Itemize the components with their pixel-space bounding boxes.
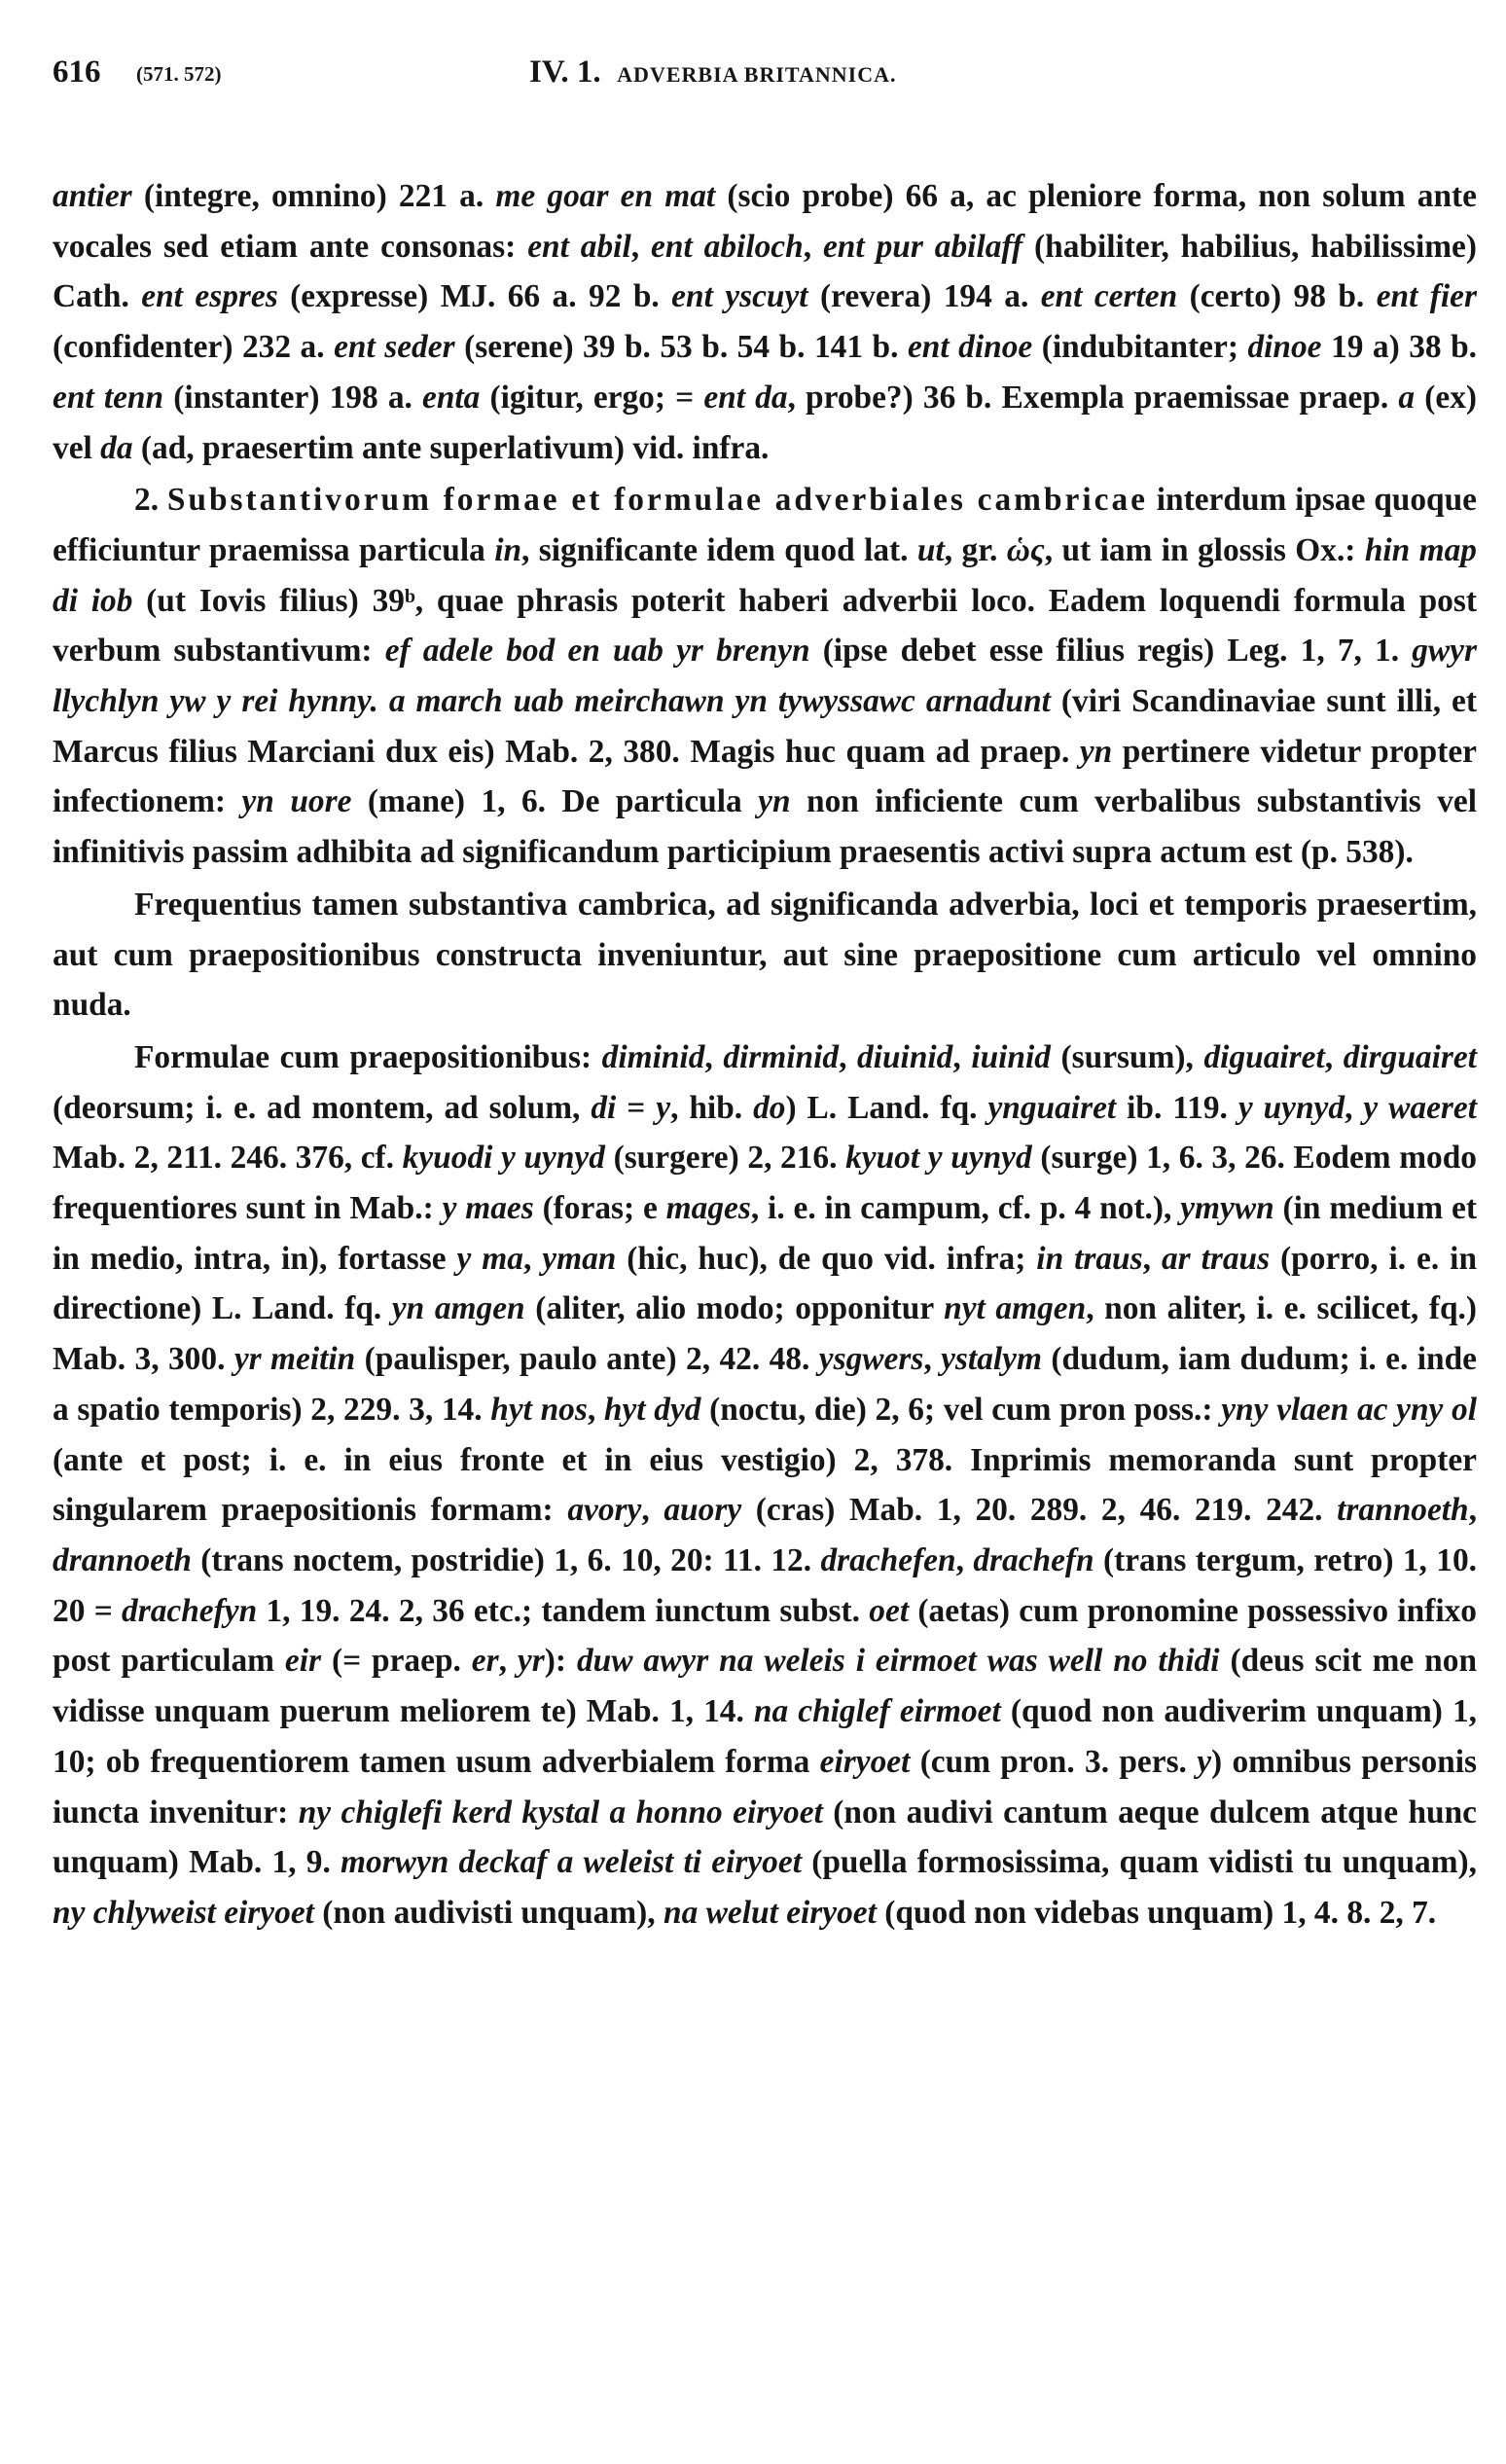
text-run: (aetas) cum pronomine possessivo infixo post particulam <box>53 1592 1477 1680</box>
italic-term: me goar en mat <box>495 178 716 214</box>
italic-term: ent abiloch <box>651 228 804 265</box>
text-run: (quod non videbas unquam) 1, 4. 8. 2, 7. <box>876 1894 1437 1931</box>
text-run: , <box>630 228 652 265</box>
italic-term: morwyn deckaf a weleist ti eiryoet <box>341 1844 802 1881</box>
italic-term: y <box>1197 1743 1212 1780</box>
italic-term: y uynyd <box>1237 1089 1345 1126</box>
text-run: , <box>587 1391 604 1428</box>
italic-term: ystalym <box>941 1341 1042 1378</box>
paragraph-3 <box>53 880 1477 1031</box>
italic-term: y <box>656 1089 671 1126</box>
italic-term: ent certen <box>1040 278 1178 315</box>
text-run: (trans noctem, postridie) 1, 6. 10, 20: 11. 12. <box>191 1541 821 1578</box>
text-run: (expresse) MJ. 66 a. 92 b. <box>277 278 672 315</box>
text-run: (ut Iovis filius) 39ᵇ, quae phrasis poterit haberi adverbii loco. Eadem loquendi formula post verbum substantivum: <box>53 582 1477 670</box>
text-run: (scio probe) 66 a, ac pleniore forma, non solum ante vocales sed etiam ante consonas: <box>53 178 1477 265</box>
italic-term: gwyr llychlyn yw y rei hynny. a march uab meirchawn yn tywyssawc arnadunt <box>53 633 1477 720</box>
text-run: (certo) 98 b. <box>1177 278 1377 315</box>
text-run: (instanter) 198 a. <box>163 379 423 416</box>
italic-term: dinoe <box>1247 329 1322 366</box>
text-run: Mab. 2, 211. 246. 376, cf. <box>53 1140 403 1177</box>
italic-term: ent fier <box>1376 278 1477 315</box>
text-run: (cras) Mab. 1, 20. 289. 2, 46. 219. 242. <box>741 1492 1338 1529</box>
italic-term: a <box>1398 379 1416 416</box>
italic-term: dirguairet <box>1343 1038 1477 1075</box>
text-run: (serene) 39 b. 53 b. 54 b. 141 b. <box>454 329 908 366</box>
text-run: (foras; e <box>533 1190 666 1227</box>
running-title <box>529 54 896 91</box>
italic-term: ef adele bod en uab yr brenyn <box>384 633 810 670</box>
text-run: , <box>522 1240 543 1277</box>
italic-term: ent dinoe <box>907 329 1033 366</box>
italic-term: y maes <box>442 1190 534 1227</box>
text-run: (deus scit me non vidisse unquam puerum meliorem te) Mab. 1, 14. <box>53 1643 1478 1730</box>
italic-term: na welut eiryoet <box>663 1894 877 1931</box>
italic-term: diuinid <box>857 1038 953 1075</box>
text-run: , non aliter, i. e. scilicet, fq.) Mab. 3, 300. <box>53 1290 1477 1378</box>
italic-term: di <box>591 1089 617 1126</box>
text-run: , <box>704 1038 724 1075</box>
italic-term: hyt nos <box>490 1391 588 1428</box>
italic-term: ut <box>916 531 945 568</box>
text-run: (cum pron. 3. pers. <box>910 1743 1198 1780</box>
title-text: ADVERBIA BRITANNICA. <box>617 62 897 87</box>
paragraph-2 <box>53 475 1477 878</box>
italic-term: auory <box>663 1492 742 1529</box>
text-run: , hib. <box>670 1089 754 1126</box>
text-run: non inficiente cum verbalibus substantivis vel infinitivis passim adhibita ad significandum participium praesentis activi supra actum est (p. 538). <box>53 783 1477 871</box>
text-run: (quod non audiverim unquam) 1, 10; ob frequentiorem tamen usum adverbialem forma <box>53 1693 1477 1780</box>
text-run: (ante et post; i. e. in eius fronte et in eius vestigio) 2, 378. Inprimis memoranda sunt propter singularem praepositionis formam: <box>53 1441 1477 1529</box>
text-run: (habiliter, habilius, habilissime) Cath. <box>53 228 1477 315</box>
italic-term: ny chlyweist eiryoet <box>53 1894 314 1931</box>
text-run: (sursum), <box>1050 1038 1204 1075</box>
text-run: Substantivorum formae et formulae adverbiales cambricae <box>166 482 1148 519</box>
text-run: , <box>803 228 823 265</box>
italic-term: da <box>100 429 133 466</box>
text-run: , <box>955 1541 974 1578</box>
page-number: 616 <box>53 54 101 90</box>
text-run: , gr. <box>944 531 1007 568</box>
text-run: (noctu, die) 2, 6; vel cum pron poss.: <box>700 1391 1222 1428</box>
text-run: pertinere videtur propter infectionem: <box>53 733 1477 820</box>
italic-term: kyuodi y uynyd <box>402 1140 605 1177</box>
italic-term: oet <box>869 1592 910 1629</box>
italic-term: diguairet <box>1203 1038 1325 1075</box>
text-run: , ut iam in glossis Ox.: <box>1044 531 1365 568</box>
text-run: (aliter, alio modo; opponitur <box>524 1290 945 1327</box>
italic-term: in traus <box>1036 1240 1143 1277</box>
text-run: (deorsum; i. e. ad montem, ad solum, <box>53 1089 592 1126</box>
italic-term: ny chiglefi kerd kystal a honno eiryoet <box>298 1794 823 1830</box>
italic-term: ent yscuyt <box>671 278 808 315</box>
text-run: (in medium et in medio, intra, in), fortasse <box>53 1190 1477 1277</box>
text-run: ): <box>544 1643 577 1680</box>
italic-term: yn amgen <box>391 1290 525 1327</box>
italic-term: ar traus <box>1161 1240 1271 1277</box>
italic-term: yny vlaen ac yny ol <box>1221 1391 1477 1428</box>
text-run: (indubitanter; <box>1032 329 1248 366</box>
text-run: (viri Scandinaviae sunt illi, et Marcus filius Marciani dux eis) Mab. 2, 380. Magis huc quam ad praep. <box>53 683 1477 770</box>
italic-term: kyuot y uynyd <box>845 1140 1032 1177</box>
italic-term: duw awyr na weleis i eirmoet was well no thidi <box>576 1643 1220 1680</box>
text-run: 19 a) 38 b. <box>1321 329 1478 366</box>
running-header <box>53 47 1477 95</box>
italic-term: yn <box>1079 733 1113 770</box>
text-run: (igitur, ergo; = <box>480 379 704 416</box>
text-run: 1, 19. 24. 2, 36 etc.; tandem iunctum subst. <box>257 1592 870 1629</box>
italic-term: eiryoet <box>819 1743 911 1780</box>
italic-term: ent seder <box>334 329 455 366</box>
italic-term: diminid <box>601 1038 705 1075</box>
paragraph-4 <box>53 1033 1477 1939</box>
italic-term: ymywn <box>1180 1190 1274 1227</box>
italic-term: ent pur abilaff <box>822 228 1023 265</box>
text-run: (surge) 1, 6. 3, 26. Eodem modo frequentiores sunt in Mab.: <box>53 1140 1478 1227</box>
text-run: , probe?) 36 b. Exempla praemissae praep. <box>787 379 1399 416</box>
italic-term: hyt dyd <box>603 1391 701 1428</box>
text-run: , <box>1468 1492 1477 1529</box>
italic-term: trannoeth <box>1337 1492 1469 1529</box>
text-run: (revera) 194 a. <box>807 278 1041 315</box>
text-run: (ad, praesertim ante superlativum) vid. infra. <box>132 429 770 466</box>
text-run: (puella formosissima, quam vidisti tu unquam), <box>801 1844 1477 1881</box>
text-run: interdum ipsae quoque efficiuntur praemissa particula <box>53 482 1478 568</box>
text-run: (non audivi cantum aeque dulcem atque hunc unquam) Mab. 1, 9. <box>53 1794 1477 1881</box>
text-run: , <box>952 1038 972 1075</box>
italic-term: ent da <box>703 379 788 416</box>
italic-term: yn uore <box>241 783 352 820</box>
text-run: 2. <box>134 482 167 519</box>
text-run: , <box>641 1492 664 1529</box>
text-run: (porro, i. e. in directione) L. Land. fq. <box>53 1240 1478 1327</box>
italic-term: enta <box>422 379 481 416</box>
italic-term: ent espres <box>141 278 278 315</box>
italic-term: avory <box>567 1492 642 1529</box>
text-run: (mane) 1, 6. De particula <box>351 783 759 820</box>
text-run: , significante idem quod lat. <box>521 531 917 568</box>
text-run: (= praep. <box>321 1643 472 1680</box>
italic-term: ynguairet <box>987 1089 1117 1126</box>
text-run: , <box>1142 1240 1162 1277</box>
text-run: (integre, omnino) 221 a. <box>131 178 496 214</box>
text-run: , <box>1324 1038 1344 1075</box>
text-run: (paulisper, paulo ante) 2, 42. 48. <box>355 1341 819 1378</box>
italic-term: drannoeth <box>53 1541 192 1578</box>
text-run: (hic, huc), de quo vid. infra; <box>616 1240 1037 1277</box>
text-run: (surgere) 2, 216. <box>604 1140 846 1177</box>
text-run: (ipse debet esse filius regis) Leg. 1, 7, 1. <box>809 633 1413 670</box>
text-run: ) omnibus personis iuncta invenitur: <box>53 1743 1477 1830</box>
italic-term: ysgwers <box>818 1341 924 1378</box>
text-run: , i. e. in campum, cf. p. 4 not.), <box>750 1190 1181 1227</box>
italic-term: drachefyn <box>122 1592 258 1629</box>
section-number: IV. 1. <box>529 54 601 90</box>
text-run: (ex) vel <box>53 379 1478 466</box>
italic-term: ὡς <box>1006 531 1045 568</box>
italic-term: mages <box>665 1190 751 1227</box>
italic-term: iuinid <box>971 1038 1051 1075</box>
text-run: (dudum, iam dudum; i. e. inde a spatio temporis) 2, 229. 3, 14. <box>53 1341 1477 1428</box>
italic-term: eir <box>284 1643 322 1680</box>
paragraph-1 <box>53 171 1477 473</box>
text-run: = <box>616 1089 657 1126</box>
italic-term: antier <box>53 178 132 214</box>
text-run: (trans tergum, retro) 1, 10. 20 = <box>53 1541 1477 1629</box>
italic-term: er <box>471 1643 499 1680</box>
italic-term: in <box>494 531 522 568</box>
italic-term: yr meitin <box>233 1341 356 1378</box>
italic-term: yman <box>542 1240 617 1277</box>
italic-term: nyt amgen <box>944 1290 1087 1327</box>
text-run: , <box>1345 1089 1364 1126</box>
page-body <box>53 171 1477 1939</box>
italic-term: dirminid <box>723 1038 840 1075</box>
text-run: ) L. Land. fq. <box>785 1089 988 1126</box>
italic-term: y ma <box>456 1240 523 1277</box>
text-run: , <box>498 1643 518 1680</box>
text-run: , <box>839 1038 858 1075</box>
text-run: , <box>923 1341 942 1378</box>
column-numbers: (571. 572) <box>136 62 222 86</box>
text-run: (confidenter) 232 a. <box>53 329 335 366</box>
italic-term: do <box>753 1089 786 1126</box>
text-run: (non audivisti unquam), <box>313 1894 664 1931</box>
italic-term: hin map di iob <box>53 531 1477 619</box>
italic-term: drachefn <box>973 1541 1094 1578</box>
text-run: ib. 119. <box>1116 1089 1238 1126</box>
italic-term: na chiglef eirmoet <box>753 1693 1001 1730</box>
text-run: Frequentius tamen substantiva cambrica, ad significanda adverbia, loci et temporis praesertim, aut cum praepositionibus constructa inveniuntur, aut sine praepositione cum articulo vel omnino nuda. <box>53 886 1477 1024</box>
italic-term: y waeret <box>1363 1089 1477 1126</box>
italic-term: yr <box>517 1643 545 1680</box>
italic-term: drachefen <box>820 1541 956 1578</box>
italic-term: yn <box>758 783 791 820</box>
text-run: Formulae cum praepositionibus: <box>134 1038 602 1075</box>
italic-term: ent abil <box>527 228 631 265</box>
italic-term: ent tenn <box>53 379 164 416</box>
